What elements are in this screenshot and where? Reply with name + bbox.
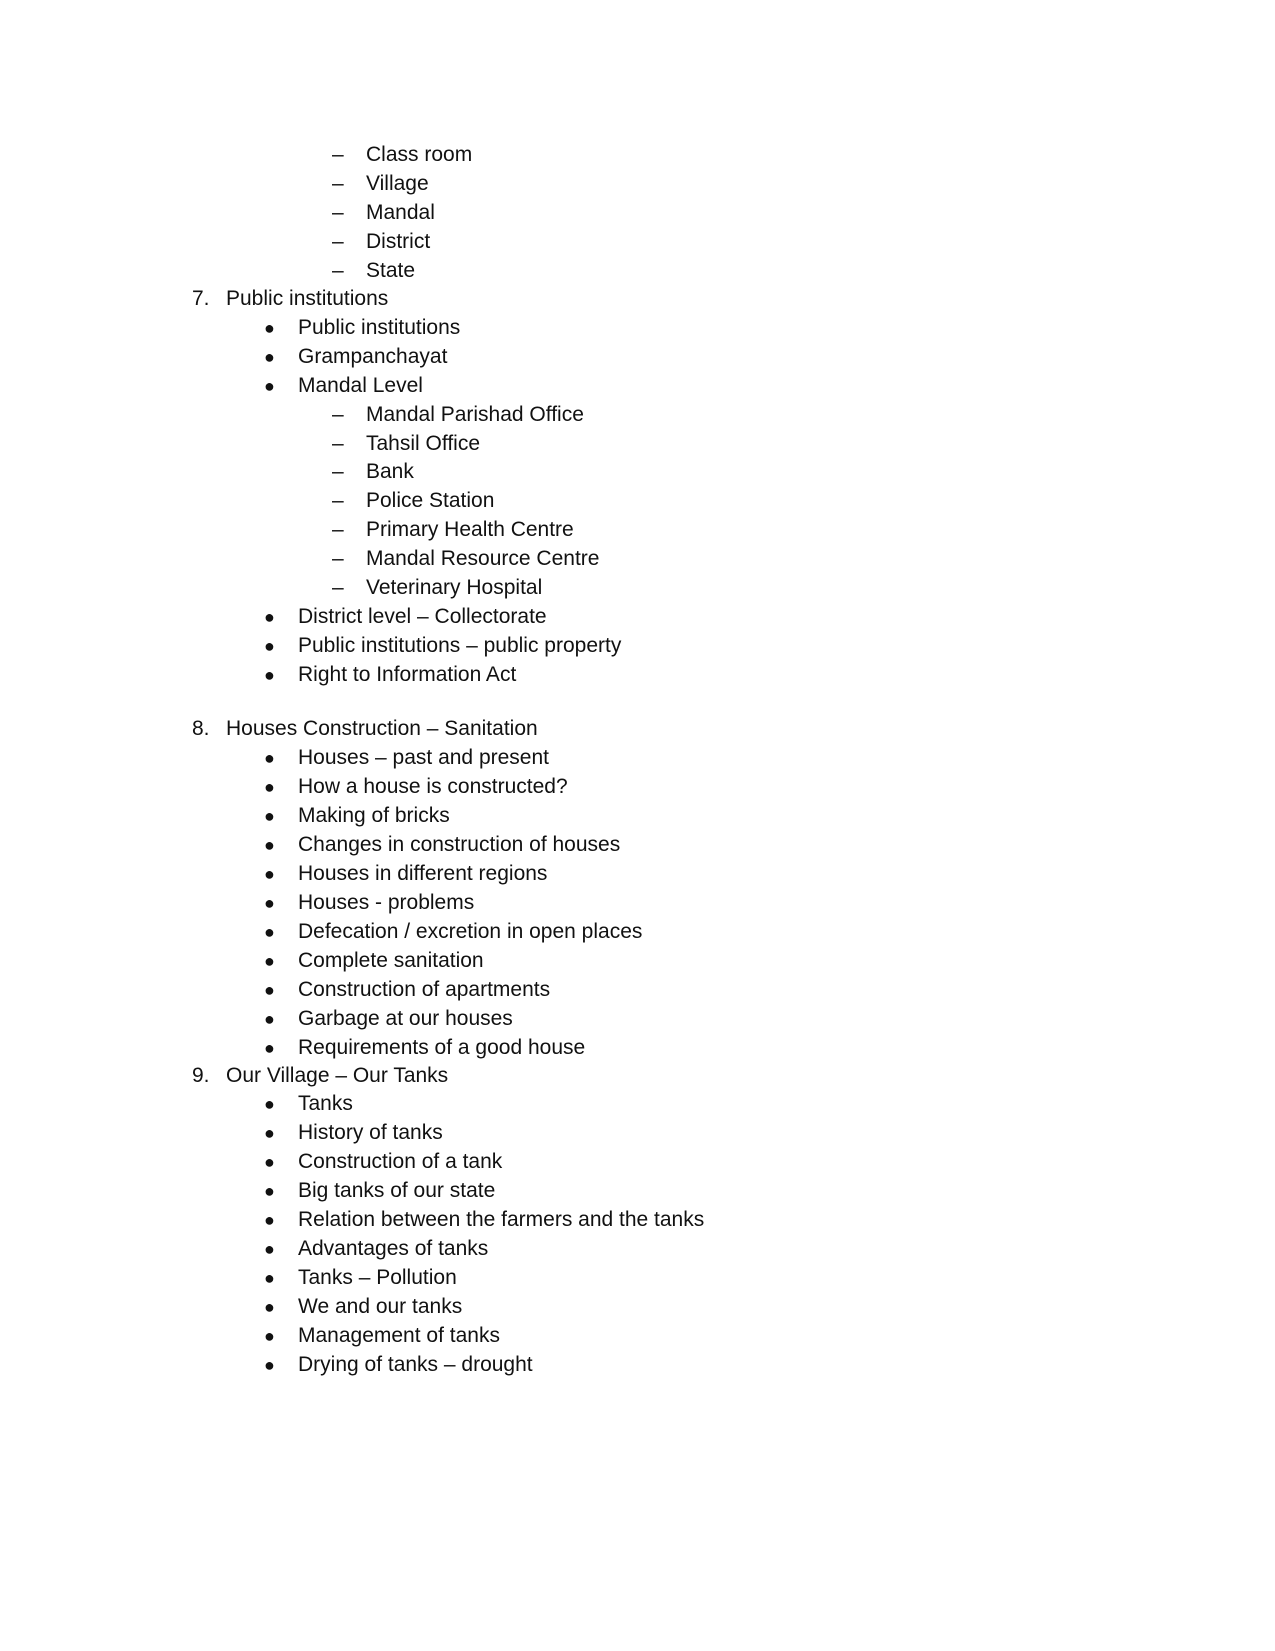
bullet-marker: ● (264, 1152, 275, 1172)
dash-marker: – (332, 172, 344, 195)
bullet-marker: ● (264, 1181, 275, 1201)
section-title: Houses Construction – Sanitation (226, 717, 538, 740)
bullet-marker: ● (264, 951, 275, 971)
bullet-item-text: Mandal Level (298, 374, 423, 397)
bullet-marker: ● (264, 376, 275, 396)
bullet-item-text: Management of tanks (298, 1324, 500, 1347)
section-number: 9. (192, 1064, 210, 1087)
dash-marker: – (332, 489, 344, 512)
bullet-marker: ● (264, 1210, 275, 1230)
bullet-marker: ● (264, 1355, 275, 1375)
bullet-item-text: Making of bricks (298, 804, 450, 827)
bullet-marker: ● (264, 1326, 275, 1346)
bullet-item-text: Drying of tanks – drought (298, 1353, 533, 1376)
dash-item-text: Bank (366, 460, 414, 483)
dash-item-text: Mandal Resource Centre (366, 547, 600, 570)
bullet-marker: ● (264, 1239, 275, 1259)
dash-marker: – (332, 518, 344, 541)
section-title: Our Village – Our Tanks (226, 1064, 449, 1087)
bullet-item-text: Construction of apartments (298, 978, 551, 1001)
bullet-item-text: Public institutions – public property (298, 634, 622, 657)
dash-marker: – (332, 143, 344, 166)
bullet-item-text: Changes in construction of houses (298, 833, 621, 856)
bullet-item-text: Houses – past and present (298, 746, 549, 769)
dash-item-text: Mandal (366, 201, 435, 224)
bullet-item-text: History of tanks (298, 1121, 443, 1144)
bullet-marker: ● (264, 806, 275, 826)
bullet-marker: ● (264, 636, 275, 656)
bullet-marker: ● (264, 835, 275, 855)
dash-marker: – (332, 432, 344, 455)
section-number: 7. (192, 287, 210, 310)
bullet-item-text: Tanks (298, 1092, 353, 1115)
dash-item-text: Mandal Parishad Office (366, 403, 584, 426)
bullet-item-text: Houses - problems (298, 891, 475, 914)
dash-marker: – (332, 576, 344, 599)
bullet-marker: ● (264, 347, 275, 367)
bullet-item-text: Right to Information Act (298, 663, 517, 686)
dash-item-text: State (366, 259, 416, 282)
bullet-marker: ● (264, 777, 275, 797)
section-title: Public institutions (226, 287, 389, 310)
bullet-item-text: Advantages of tanks (298, 1237, 489, 1260)
bullet-marker: ● (264, 864, 275, 884)
bullet-item-text: Houses in different regions (298, 862, 548, 885)
bullet-marker: ● (264, 318, 275, 338)
dash-marker: – (332, 230, 344, 253)
dash-marker: – (332, 460, 344, 483)
dash-item-text: District (366, 230, 431, 253)
bullet-marker: ● (264, 1297, 275, 1317)
bullet-marker: ● (264, 922, 275, 942)
dash-marker: – (332, 403, 344, 426)
dash-marker: – (332, 259, 344, 282)
bullet-item-text: District level – Collectorate (298, 605, 547, 628)
dash-item-text: Village (366, 172, 429, 195)
bullet-item-text: Big tanks of our state (298, 1179, 496, 1202)
bullet-item-text: Defecation / excretion in open places (298, 920, 643, 943)
dash-item-text: Veterinary Hospital (366, 576, 543, 599)
bullet-marker: ● (264, 1268, 275, 1288)
bullet-marker: ● (264, 893, 275, 913)
section-number: 8. (192, 717, 210, 740)
bullet-item-text: Public institutions (298, 316, 461, 339)
bullet-item-text: Relation between the farmers and the tanks (298, 1208, 705, 1231)
bullet-item-text: Requirements of a good house (298, 1036, 586, 1059)
dash-item-text: Class room (366, 143, 473, 166)
bullet-marker: ● (264, 980, 275, 1000)
bullet-item-text: How a house is constructed? (298, 775, 568, 798)
bullet-marker: ● (264, 1038, 275, 1058)
dash-item-text: Primary Health Centre (366, 518, 574, 541)
dash-marker: – (332, 547, 344, 570)
bullet-item-text: We and our tanks (298, 1295, 463, 1318)
dash-item-text: Tahsil Office (366, 432, 480, 455)
bullet-item-text: Grampanchayat (298, 345, 448, 368)
bullet-item-text: Garbage at our houses (298, 1007, 513, 1030)
bullet-marker: ● (264, 607, 275, 627)
bullet-marker: ● (264, 748, 275, 768)
dash-marker: – (332, 201, 344, 224)
bullet-item-text: Tanks – Pollution (298, 1266, 457, 1289)
bullet-item-text: Complete sanitation (298, 949, 484, 972)
bullet-marker: ● (264, 1009, 275, 1029)
bullet-marker: ● (264, 1123, 275, 1143)
bullet-item-text: Construction of a tank (298, 1150, 503, 1173)
bullet-marker: ● (264, 1094, 275, 1114)
bullet-marker: ● (264, 665, 275, 685)
dash-item-text: Police Station (366, 489, 495, 512)
